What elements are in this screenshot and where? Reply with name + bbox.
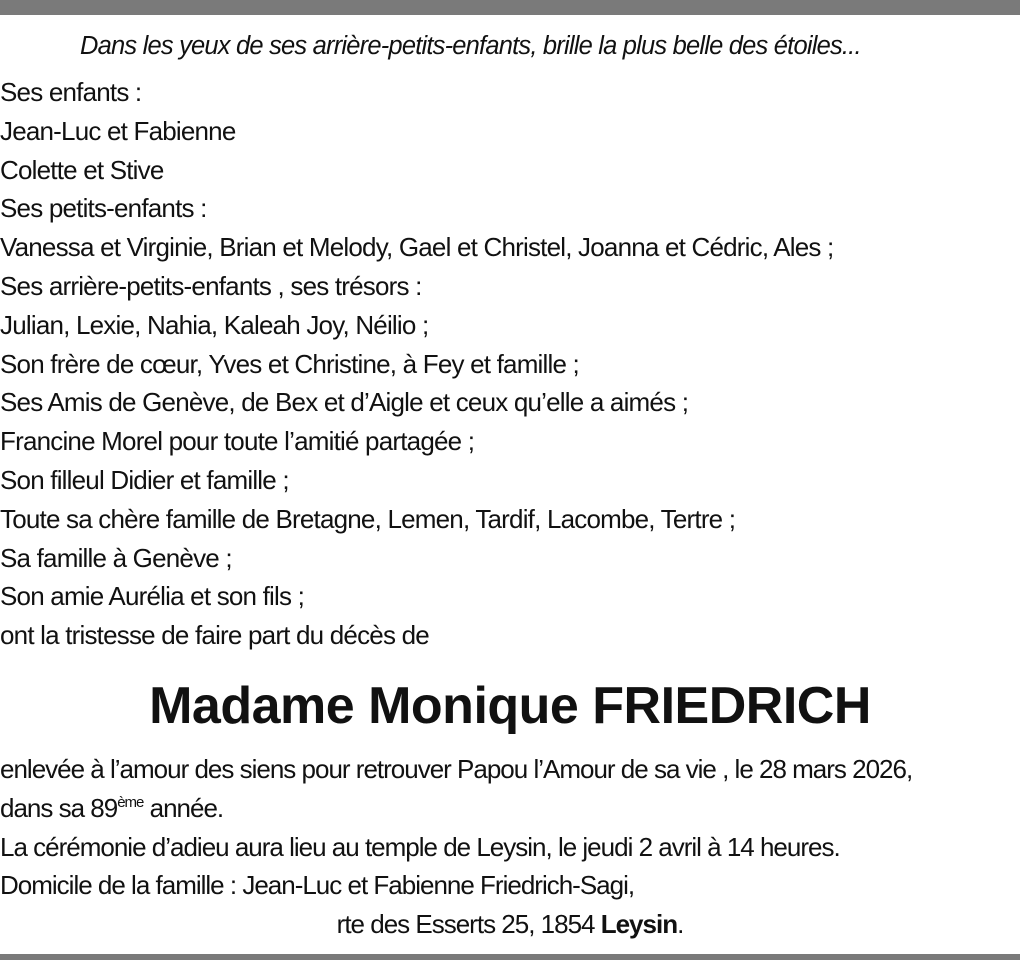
age-superscript: ème xyxy=(117,793,144,811)
family-line: Ses petits-enfants : xyxy=(0,193,207,224)
deceased-name: Madame Monique FRIEDRICH xyxy=(149,677,871,735)
age-line xyxy=(0,789,1020,828)
domicile-line: Domicile de la famille : Jean-Luc et Fabienne Friedrich-Sagi, xyxy=(0,870,635,901)
top-rule xyxy=(0,0,1020,15)
family-line: Toute sa chère famille de Bretagne, Lemen, Tardif, Lacombe, Tertre ; xyxy=(0,503,736,534)
announcement-line: ont la tristesse de faire part du décès de xyxy=(0,620,429,651)
family-line: Ses enfants : xyxy=(0,77,142,107)
address-text: rte des Esserts 25, 1854 xyxy=(336,909,601,940)
family-line: Julian, Lexie, Nahia, Kaleah Joy, Néilio ; xyxy=(0,309,429,340)
family-line: Colette et Stive xyxy=(0,154,164,185)
family-line: Son amie Aurélia et son fils ; xyxy=(0,581,305,612)
family-line: Ses Amis de Genève, de Bex et d’Aigle et ceux qu’elle a aimés ; xyxy=(0,387,689,418)
age-suffix: année. xyxy=(143,792,224,823)
family-list xyxy=(0,73,1020,655)
family-line: Son filleul Didier et famille ; xyxy=(0,464,289,495)
age-prefix: dans sa 89 xyxy=(0,792,118,823)
bottom-rule xyxy=(0,954,1020,960)
closing-line: enlevée à l’amour des siens pour retrouver Papou l’Amour de sa vie , le 28 mars 2026, xyxy=(0,754,913,784)
family-line: Francine Morel pour toute l’amitié partagée ; xyxy=(0,426,475,457)
family-line: Sa famille à Genève ; xyxy=(0,542,232,573)
ceremony-line: La cérémonie d’adieu aura lieu au temple de Leysin, le jeudi 2 avril à 14 heures. xyxy=(0,831,840,862)
family-line: Jean-Luc et Fabienne xyxy=(0,115,236,146)
family-line: Ses arrière-petits-enfants , ses trésors : xyxy=(0,270,422,301)
epigraph-quote: Dans les yeux de ses arrière-petits-enfants, brille la plus belle des étoiles... xyxy=(80,32,861,60)
family-line: Son frère de cœur, Yves et Christine, à Fey et famille ; xyxy=(0,348,579,379)
closing-block xyxy=(0,750,1020,944)
family-line: Vanessa et Virginie, Brian et Melody, Gael et Christel, Joanna et Cédric, Ales ; xyxy=(0,232,834,263)
address-town: Leysin xyxy=(600,909,678,940)
address-suffix: . xyxy=(677,909,684,940)
address-line xyxy=(0,905,1020,944)
